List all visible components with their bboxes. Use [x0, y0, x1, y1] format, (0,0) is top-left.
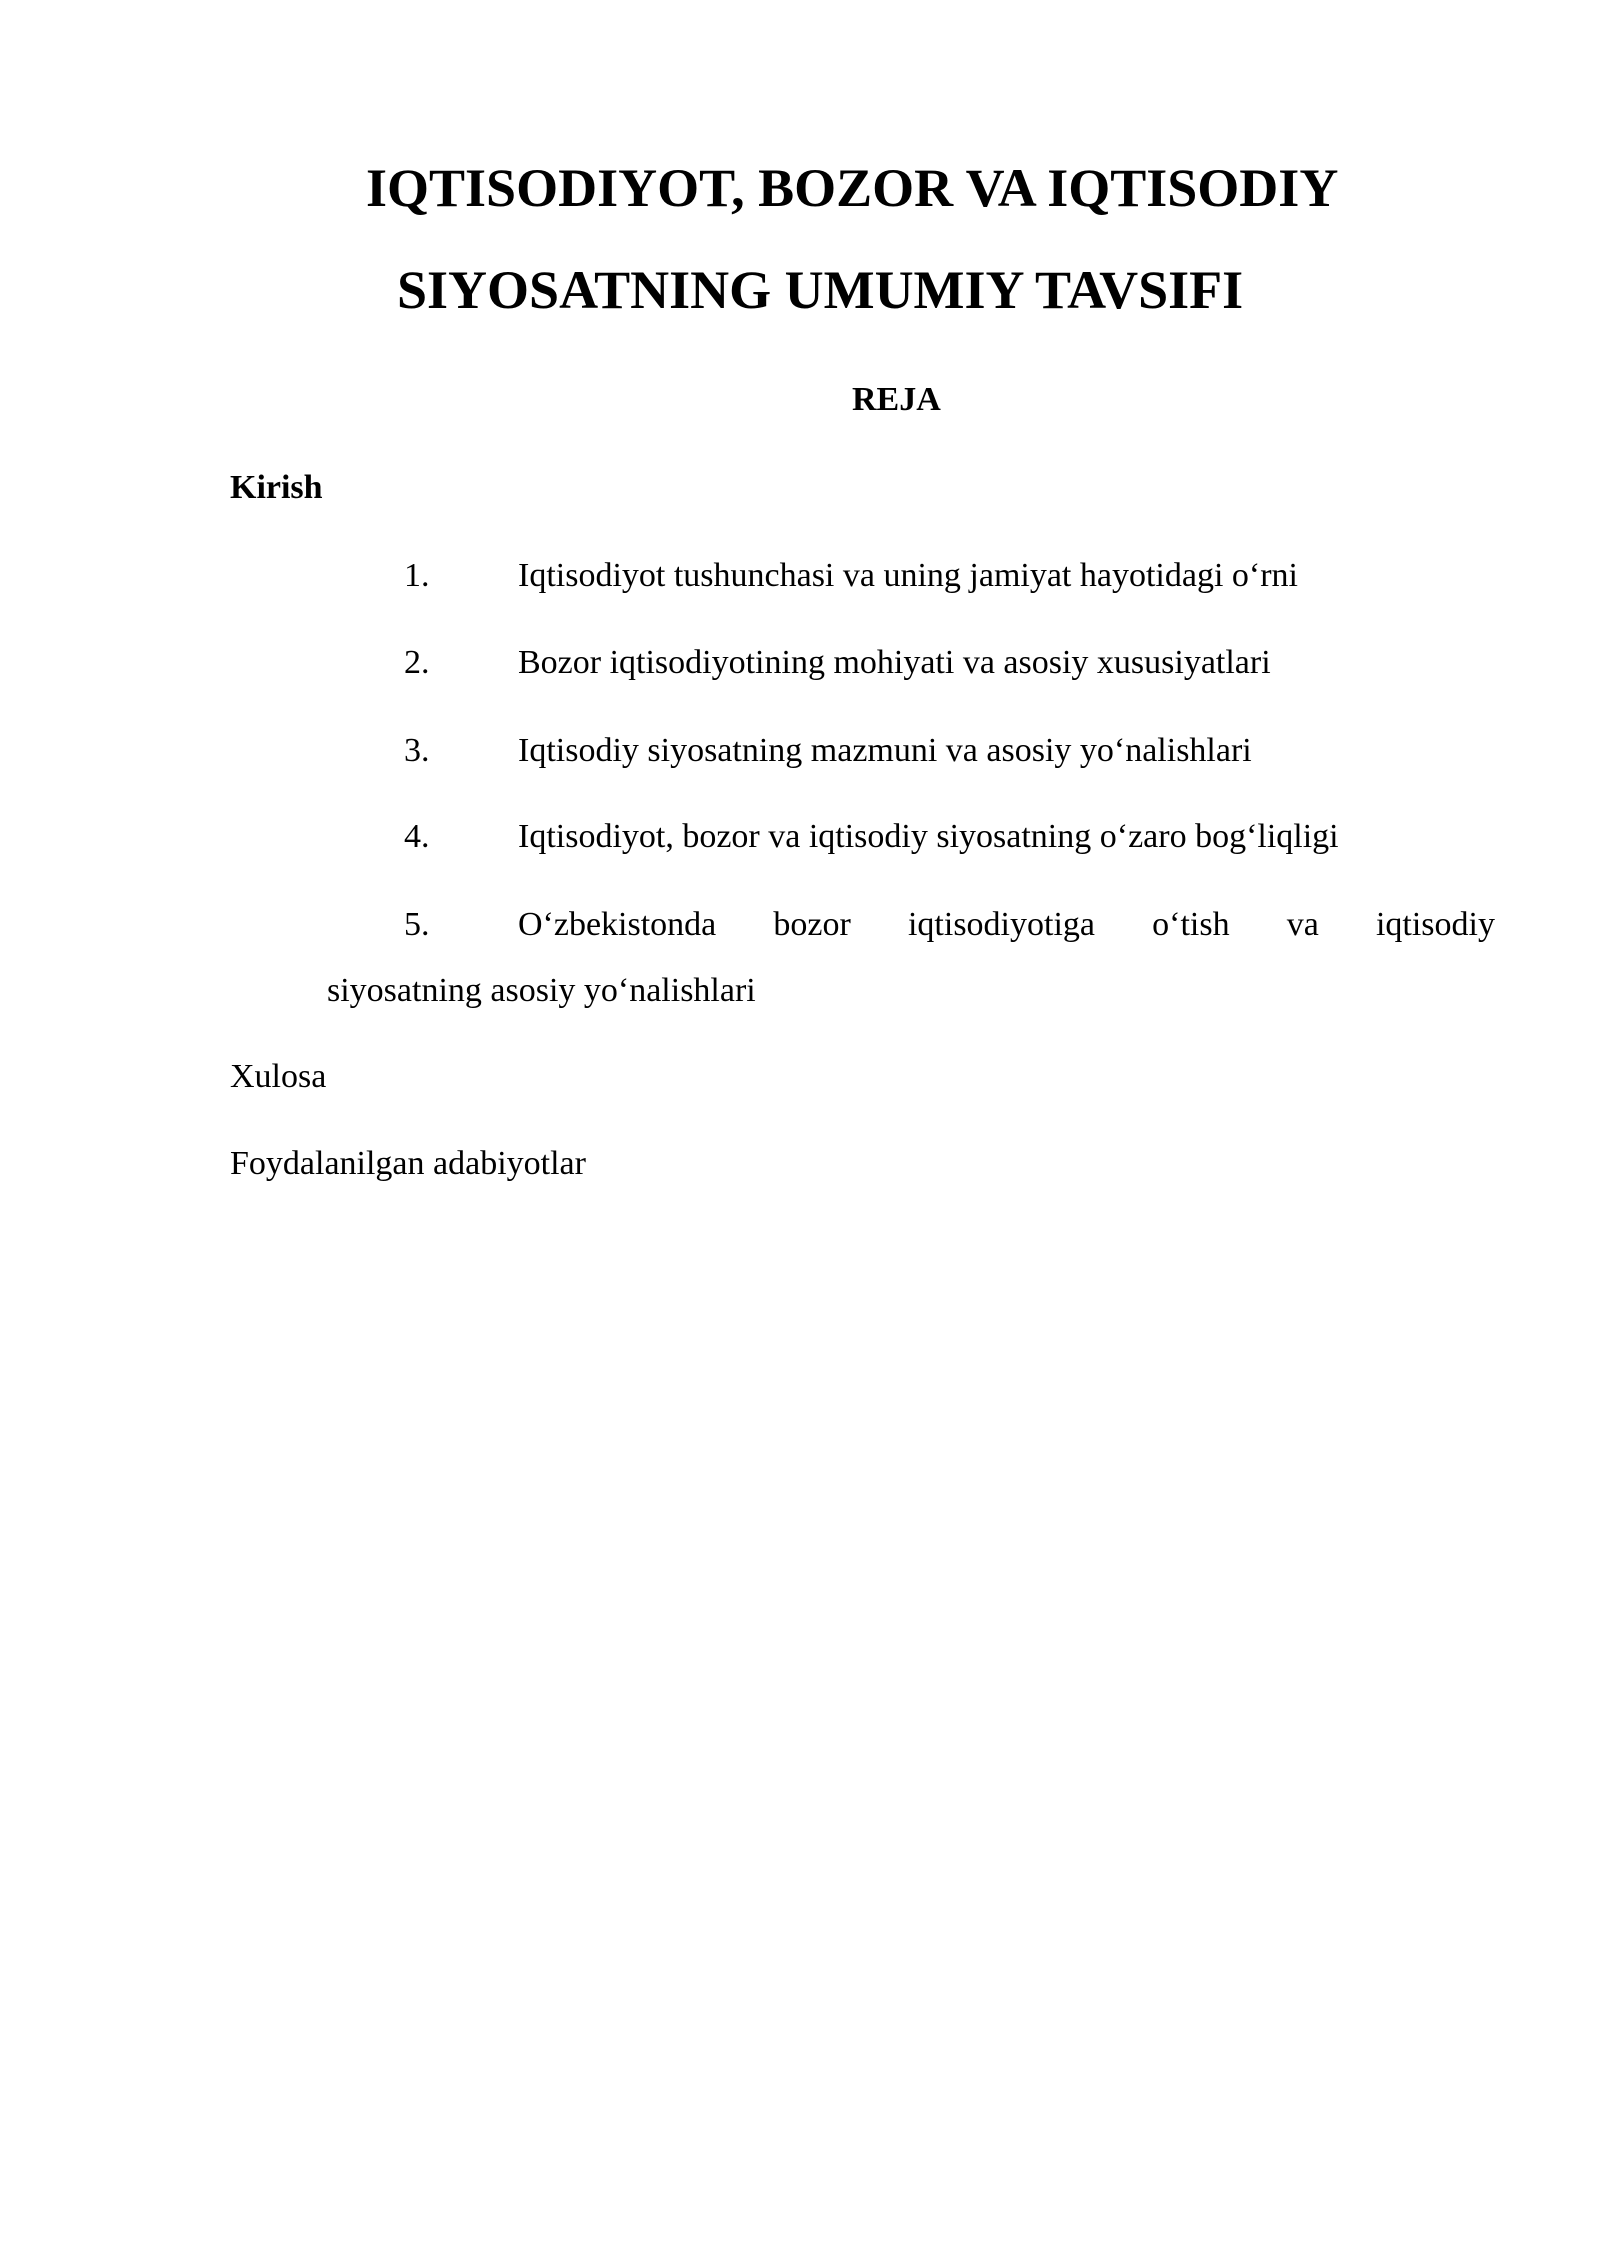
document-title-line-1: IQTISODIYOT, BOZOR VA IQTISODIY: [366, 158, 1339, 218]
conclusion-heading: Xulosa: [230, 1058, 327, 1095]
plan-heading: REJA: [852, 381, 941, 418]
plan-item-number: 4.: [404, 818, 430, 855]
plan-item-text-line-1: O‘zbekistonda bozor iqtisodiyotiga o‘tish va iqtisodiy: [518, 906, 1495, 943]
plan-item-text: Iqtisodiyot, bozor va iqtisodiy siyosatning o‘zaro bog‘liqligi: [518, 818, 1339, 855]
introduction-heading: Kirish: [230, 469, 323, 506]
document-title-line-2: SIYOSATNING UMUMIY TAVSIFI: [397, 260, 1244, 320]
plan-item-number: 1.: [404, 557, 430, 594]
plan-item-text-line-2: siyosatning asosiy yo‘nalishlari: [327, 972, 756, 1009]
plan-item-number: 5.: [404, 906, 430, 943]
references-heading: Foydalanilgan adabiyotlar: [230, 1145, 586, 1182]
plan-item-number: 2.: [404, 644, 430, 681]
plan-item-text: Iqtisodiyot tushunchasi va uning jamiyat hayotidagi o‘rni: [518, 557, 1298, 594]
plan-item-text: Iqtisodiy siyosatning mazmuni va asosiy yo‘nalishlari: [518, 732, 1252, 769]
plan-item-text: Bozor iqtisodiyotining mohiyati va asosiy xususiyatlari: [518, 644, 1271, 681]
plan-item-number: 3.: [404, 732, 430, 769]
